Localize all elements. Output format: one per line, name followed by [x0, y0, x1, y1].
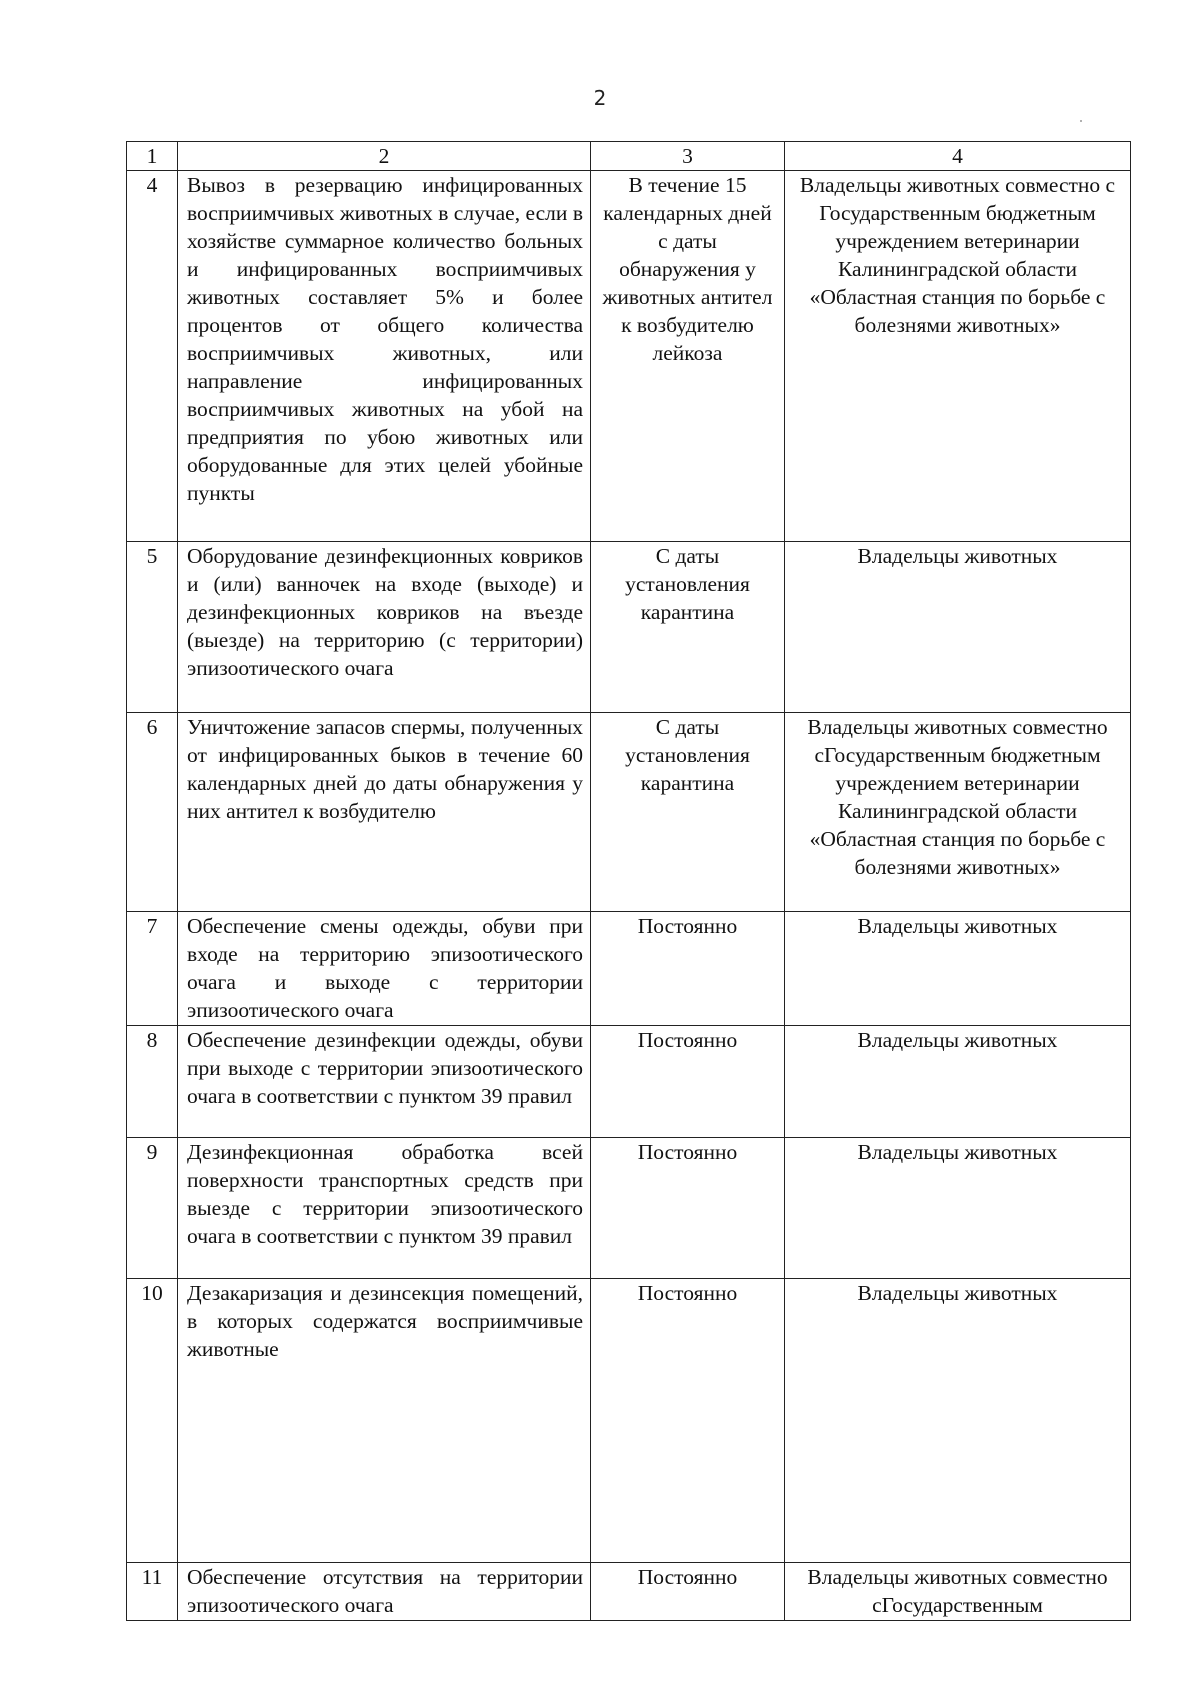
table-row	[127, 1563, 1131, 1621]
row-number: 11	[127, 1563, 178, 1621]
header-col-4: 4	[785, 142, 1131, 171]
row-number: 7	[127, 912, 178, 1026]
row-action: Оборудование дезинфекционных ковриков и (или) ванночек на входе (выходе) и дезинфекционных ковриков на въезде (выезде) на территорию (с территории) эпизоотического очага	[178, 542, 591, 713]
row-number: 8	[127, 1026, 178, 1138]
row-action: Дезакаризация и дезинсекция помещений, в которых содержатся восприимчивые животные	[178, 1279, 591, 1563]
row-action: Вывоз в резервацию инфицированных восприимчивых животных в случае, если в хозяйстве суммарное количество больных и инфицированных восприимчивых животных составляет 5% и более процентов от общего количества восприимчивых животных, или направление инфицированных восприимчивых животных на убой на предприятия по убою животных или оборудованные для этих целей убойные пункты	[178, 171, 591, 542]
row-action: Обеспечение дезинфекции одежды, обуви при выходе с территории эпизоотического очага в соответствии с пунктом 39 правил	[178, 1026, 591, 1138]
row-responsible: Владельцы животных	[785, 1279, 1131, 1563]
row-action: Дезинфекционная обработка всей поверхности транспортных средств при выезде с территории эпизоотического очага в соответствии с пунктом 39 правил	[178, 1138, 591, 1279]
row-responsible: Владельцы животных	[785, 1026, 1131, 1138]
row-responsible: Владельцы животных совместно с Государственным бюджетным учреждением ветеринарии Калининградской области «Областная станция по борьбе с болезнями животных»	[785, 171, 1131, 542]
row-number: 10	[127, 1279, 178, 1563]
table-row	[127, 1026, 1131, 1138]
header-col-3: 3	[591, 142, 785, 171]
row-term: В течение 15 календарных дней с даты обнаружения у животных антител к возбудителю лейкоза	[591, 171, 785, 542]
row-action: Обеспечение отсутствия на территории эпизоотического очага	[178, 1563, 591, 1621]
table-row	[127, 171, 1131, 542]
table-header-row	[127, 142, 1131, 171]
row-term: Постоянно	[591, 1563, 785, 1621]
row-term: Постоянно	[591, 1026, 785, 1138]
row-number: 5	[127, 542, 178, 713]
table-row	[127, 713, 1131, 912]
table-row	[127, 1138, 1131, 1279]
row-number: 4	[127, 171, 178, 542]
row-responsible: Владельцы животных	[785, 912, 1131, 1026]
table-row	[127, 912, 1131, 1026]
row-number: 9	[127, 1138, 178, 1279]
table-row	[127, 1279, 1131, 1563]
page-number: 2	[593, 86, 607, 110]
row-action: Обеспечение смены одежды, обуви при входе на территорию эпизоотического очага и выходе с территории эпизоотического очага	[178, 912, 591, 1026]
row-term: Постоянно	[591, 912, 785, 1026]
scan-artifact	[1080, 120, 1082, 122]
row-responsible: Владельцы животных	[785, 1138, 1131, 1279]
row-responsible: Владельцы животных	[785, 542, 1131, 713]
table-row	[127, 542, 1131, 713]
row-term: Постоянно	[591, 1279, 785, 1563]
row-responsible: Владельцы животных совместно сГосударственным	[785, 1563, 1131, 1621]
header-col-2: 2	[178, 142, 591, 171]
row-term: С даты установления карантина	[591, 542, 785, 713]
row-term: С даты установления карантина	[591, 713, 785, 912]
measures-table	[126, 141, 1131, 1621]
row-responsible: Владельцы животных совместно сГосударственным бюджетным учреждением ветеринарии Калининградской области «Областная станция по борьбе с болезнями животных»	[785, 713, 1131, 912]
row-term: Постоянно	[591, 1138, 785, 1279]
header-col-1: 1	[127, 142, 178, 171]
row-number: 6	[127, 713, 178, 912]
row-action: Уничтожение запасов спермы, полученных от инфицированных быков в течение 60 календарных дней до даты обнаружения у них антител к возбудителю	[178, 713, 591, 912]
